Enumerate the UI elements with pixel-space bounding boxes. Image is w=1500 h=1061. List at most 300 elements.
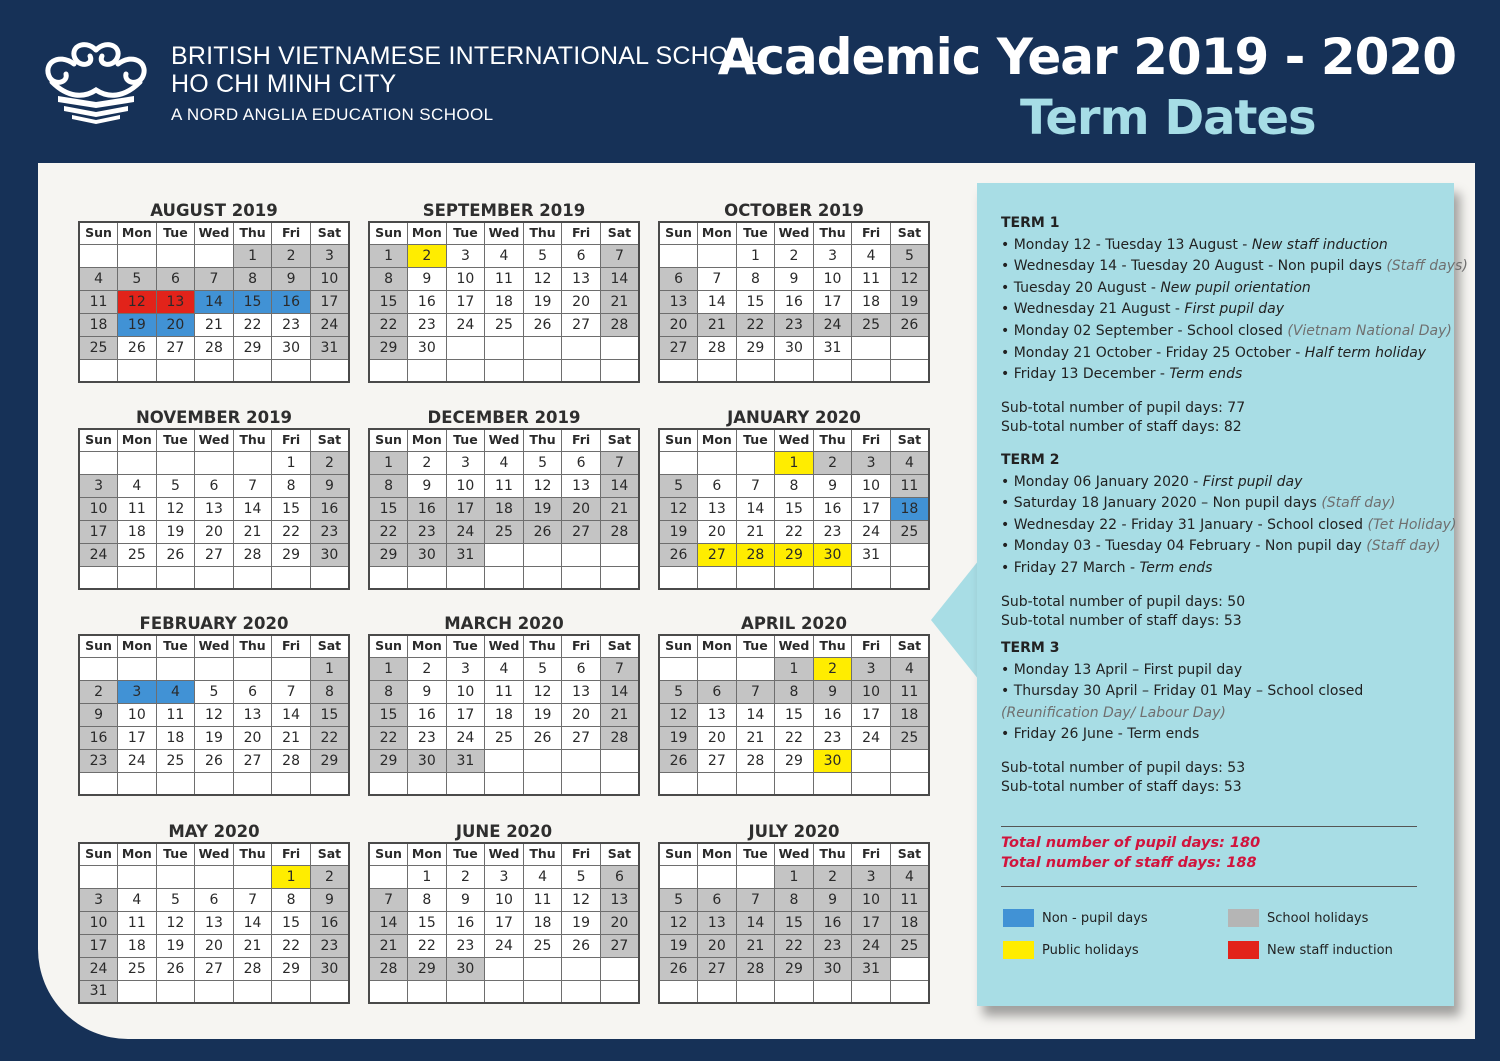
empty-cell [698, 657, 737, 680]
date-cell: 6 [233, 680, 272, 703]
empty-cell [485, 980, 524, 1003]
empty-cell [659, 865, 698, 888]
date-cell: 20 [698, 726, 737, 749]
month-table [78, 842, 350, 1004]
page-title: Academic Year 2019 - 2020 [717, 28, 1456, 86]
date-cell: 13 [233, 703, 272, 726]
date-cell: 30 [813, 749, 852, 772]
date-cell: 19 [523, 290, 562, 313]
date-cell: 7 [272, 680, 311, 703]
date-cell: 15 [369, 290, 408, 313]
date-cell: 3 [118, 680, 157, 703]
date-cell: 1 [369, 657, 408, 680]
date-cell: 2 [813, 865, 852, 888]
day-header: Tue [156, 635, 195, 657]
day-header: Sun [79, 222, 118, 244]
empty-cell [118, 865, 157, 888]
day-header: Mon [118, 635, 157, 657]
school-crest-logo [38, 38, 154, 124]
month-title: MARCH 2020 [444, 614, 564, 633]
empty-cell [523, 957, 562, 980]
date-cell: 23 [310, 934, 349, 957]
date-cell: 16 [775, 290, 814, 313]
empty-cell [562, 749, 601, 772]
date-cell: 20 [233, 726, 272, 749]
day-header: Fri [272, 635, 311, 657]
date-cell: 13 [659, 290, 698, 313]
legend-swatch-blue [1003, 909, 1034, 927]
date-cell: 6 [562, 657, 601, 680]
date-cell: 28 [233, 543, 272, 566]
empty-cell [698, 980, 737, 1003]
empty-cell [736, 566, 775, 589]
date-cell: 15 [775, 911, 814, 934]
date-cell: 5 [562, 865, 601, 888]
empty-cell [659, 772, 698, 795]
day-header: Sat [600, 429, 639, 451]
date-cell: 20 [156, 313, 195, 336]
date-cell: 1 [272, 865, 311, 888]
date-cell: 28 [600, 726, 639, 749]
date-cell: 10 [446, 680, 485, 703]
month-title: JUNE 2020 [455, 822, 553, 841]
month-table [658, 221, 930, 383]
date-cell: 4 [890, 451, 929, 474]
date-cell: 2 [310, 451, 349, 474]
day-header: Mon [698, 843, 737, 865]
empty-cell [698, 566, 737, 589]
date-cell: 27 [562, 520, 601, 543]
date-cell: 11 [79, 290, 118, 313]
date-cell: 17 [485, 911, 524, 934]
date-cell: 15 [369, 497, 408, 520]
date-cell: 11 [523, 888, 562, 911]
month-title: OCTOBER 2019 [724, 201, 864, 220]
month-title: SEPTEMBER 2019 [422, 201, 586, 220]
date-cell: 26 [659, 543, 698, 566]
term-1-section [1001, 213, 1468, 437]
date-cell: 30 [408, 543, 447, 566]
date-cell: 12 [659, 703, 698, 726]
day-header: Mon [408, 222, 447, 244]
empty-cell [523, 543, 562, 566]
empty-cell [118, 772, 157, 795]
date-cell: 23 [408, 726, 447, 749]
day-header: Tue [736, 635, 775, 657]
date-cell: 23 [272, 313, 311, 336]
date-cell: 23 [408, 313, 447, 336]
date-cell: 26 [562, 934, 601, 957]
day-header: Tue [446, 429, 485, 451]
empty-cell [523, 336, 562, 359]
day-header: Mon [698, 635, 737, 657]
date-cell: 30 [310, 543, 349, 566]
empty-cell [852, 772, 891, 795]
legend-label: New staff induction [1267, 942, 1393, 958]
date-cell: 21 [736, 520, 775, 543]
total-staff-days: Total number of staff days: 188 [1001, 855, 1257, 871]
date-cell: 2 [79, 680, 118, 703]
empty-cell [156, 451, 195, 474]
date-cell: 21 [195, 313, 234, 336]
date-cell: 2 [310, 865, 349, 888]
date-cell: 2 [446, 865, 485, 888]
date-cell: 18 [79, 313, 118, 336]
date-cell: 18 [485, 497, 524, 520]
date-cell: 15 [736, 290, 775, 313]
day-header: Sat [890, 222, 929, 244]
empty-cell [659, 244, 698, 267]
empty-cell [736, 772, 775, 795]
date-cell: 20 [562, 497, 601, 520]
day-header: Sun [79, 843, 118, 865]
date-cell: 5 [659, 680, 698, 703]
date-cell: 13 [195, 911, 234, 934]
day-header: Fri [562, 222, 601, 244]
empty-cell [698, 244, 737, 267]
empty-cell [698, 772, 737, 795]
empty-cell [195, 244, 234, 267]
date-cell: 4 [890, 657, 929, 680]
legend-new-staff [1228, 941, 1393, 959]
date-cell: 8 [310, 680, 349, 703]
day-header: Fri [272, 222, 311, 244]
date-cell: 11 [485, 680, 524, 703]
day-header: Sun [369, 635, 408, 657]
date-cell: 24 [813, 313, 852, 336]
date-cell: 21 [600, 497, 639, 520]
date-cell: 12 [890, 267, 929, 290]
date-cell: 5 [659, 888, 698, 911]
date-cell: 17 [446, 497, 485, 520]
empty-cell [195, 451, 234, 474]
date-cell: 20 [659, 313, 698, 336]
header [0, 0, 1500, 165]
date-cell: 4 [118, 474, 157, 497]
day-header: Thu [813, 635, 852, 657]
empty-cell [736, 865, 775, 888]
date-cell: 29 [369, 749, 408, 772]
term-event: • Friday 26 June - Term ends [1001, 726, 1200, 743]
day-header: Sat [310, 635, 349, 657]
empty-cell [736, 451, 775, 474]
month-table [78, 634, 350, 796]
date-cell: 18 [485, 290, 524, 313]
date-cell: 18 [890, 497, 929, 520]
school-city: HO CHI MINH CITY [171, 70, 397, 98]
day-header: Tue [736, 843, 775, 865]
day-header: Thu [523, 843, 562, 865]
empty-cell [600, 749, 639, 772]
date-cell: 25 [156, 749, 195, 772]
date-cell: 30 [408, 749, 447, 772]
date-cell: 7 [195, 267, 234, 290]
month-title: FEBRUARY 2020 [139, 614, 289, 633]
month-title: MAY 2020 [168, 822, 260, 841]
date-cell: 30 [272, 336, 311, 359]
date-cell: 8 [736, 267, 775, 290]
empty-cell [156, 566, 195, 589]
legend-swatch-yellow [1003, 941, 1034, 959]
empty-cell [890, 359, 929, 382]
date-cell: 25 [890, 520, 929, 543]
empty-cell [233, 772, 272, 795]
subtotal-staff-days: Sub-total number of staff days: 82 [1001, 418, 1242, 435]
day-header: Mon [118, 222, 157, 244]
date-cell: 25 [485, 313, 524, 336]
date-cell: 10 [79, 911, 118, 934]
date-cell: 14 [600, 474, 639, 497]
day-header: Sat [310, 429, 349, 451]
date-cell: 13 [195, 497, 234, 520]
empty-cell [79, 566, 118, 589]
day-header: Thu [233, 222, 272, 244]
term-subtotals [1001, 593, 1441, 631]
empty-cell [118, 244, 157, 267]
empty-cell [272, 566, 311, 589]
day-header: Tue [156, 843, 195, 865]
date-cell: 25 [485, 726, 524, 749]
term-info-panel [977, 183, 1468, 1006]
date-cell: 4 [852, 244, 891, 267]
month-title: AUGUST 2019 [150, 201, 278, 220]
day-header: Mon [118, 843, 157, 865]
date-cell: 12 [523, 267, 562, 290]
date-cell: 14 [233, 911, 272, 934]
date-cell: 24 [446, 726, 485, 749]
date-cell: 8 [369, 267, 408, 290]
legend-label: Non - pupil days [1042, 910, 1148, 926]
date-cell: 21 [698, 313, 737, 336]
date-cell: 10 [446, 267, 485, 290]
date-cell: 16 [408, 497, 447, 520]
date-cell: 4 [156, 680, 195, 703]
divider [1001, 886, 1417, 887]
empty-cell [600, 543, 639, 566]
date-cell: 11 [485, 267, 524, 290]
date-cell: 13 [156, 290, 195, 313]
day-header: Sat [600, 635, 639, 657]
date-cell: 27 [156, 336, 195, 359]
term-event: • Wednesday 14 - Tuesday 20 August - Non pupil days (Staff days) [1001, 258, 1468, 275]
date-cell: 26 [118, 336, 157, 359]
date-cell: 17 [446, 290, 485, 313]
empty-cell [562, 566, 601, 589]
empty-cell [446, 336, 485, 359]
legend-swatch-red [1228, 941, 1259, 959]
divider [1001, 826, 1417, 827]
day-header: Tue [446, 843, 485, 865]
day-header: Fri [852, 222, 891, 244]
date-cell: 19 [562, 911, 601, 934]
date-cell: 1 [369, 451, 408, 474]
date-cell: 18 [156, 726, 195, 749]
term-event: • Monday 13 April – First pupil day [1001, 661, 1243, 678]
date-cell: 25 [118, 543, 157, 566]
empty-cell [408, 980, 447, 1003]
empty-cell [233, 980, 272, 1003]
day-header: Wed [485, 222, 524, 244]
empty-cell [890, 957, 929, 980]
empty-cell [485, 772, 524, 795]
date-cell: 11 [890, 680, 929, 703]
date-cell: 4 [890, 865, 929, 888]
legend-label: Public holidays [1042, 942, 1139, 958]
date-cell: 11 [156, 703, 195, 726]
empty-cell [369, 980, 408, 1003]
date-cell: 10 [310, 267, 349, 290]
empty-cell [408, 359, 447, 382]
legend-school-holiday [1228, 909, 1368, 927]
term-event: • Saturday 18 January 2020 – Non pupil days (Staff day) [1001, 495, 1396, 512]
date-cell: 3 [79, 474, 118, 497]
day-header: Fri [852, 843, 891, 865]
empty-cell [485, 543, 524, 566]
date-cell: 20 [698, 934, 737, 957]
school-name: BRITISH VIETNAMESE INTERNATIONAL SCHOOL [171, 42, 763, 70]
empty-cell [485, 566, 524, 589]
empty-cell [890, 336, 929, 359]
date-cell: 24 [446, 313, 485, 336]
date-cell: 23 [813, 934, 852, 957]
empty-cell [890, 543, 929, 566]
date-cell: 7 [600, 451, 639, 474]
date-cell: 14 [195, 290, 234, 313]
legend-swatch-grey [1228, 909, 1259, 927]
date-cell: 24 [852, 520, 891, 543]
day-header: Thu [813, 222, 852, 244]
empty-cell [852, 980, 891, 1003]
date-cell: 10 [79, 497, 118, 520]
date-cell: 19 [659, 520, 698, 543]
date-cell: 2 [813, 451, 852, 474]
day-header: Thu [813, 429, 852, 451]
date-cell: 8 [233, 267, 272, 290]
date-cell: 30 [310, 957, 349, 980]
date-cell: 28 [698, 336, 737, 359]
date-cell: 8 [775, 680, 814, 703]
date-cell: 17 [852, 703, 891, 726]
empty-cell [890, 566, 929, 589]
date-cell: 22 [272, 520, 311, 543]
date-cell: 18 [890, 911, 929, 934]
date-cell: 3 [79, 888, 118, 911]
term-subtotals [1001, 399, 1441, 437]
empty-cell [659, 657, 698, 680]
date-cell: 14 [698, 290, 737, 313]
legend-public-holiday [1003, 941, 1139, 959]
empty-cell [79, 865, 118, 888]
date-cell: 23 [79, 749, 118, 772]
date-cell: 9 [310, 474, 349, 497]
empty-cell [890, 772, 929, 795]
date-cell: 12 [659, 497, 698, 520]
date-cell: 29 [775, 543, 814, 566]
date-cell: 22 [775, 520, 814, 543]
date-cell: 16 [446, 911, 485, 934]
empty-cell [698, 865, 737, 888]
term-event: (Reunification Day/ Labour Day) [1001, 704, 1226, 721]
date-cell: 22 [369, 520, 408, 543]
empty-cell [272, 657, 311, 680]
day-header: Mon [408, 843, 447, 865]
date-cell: 16 [272, 290, 311, 313]
day-header: Wed [485, 843, 524, 865]
date-cell: 7 [736, 680, 775, 703]
date-cell: 3 [446, 451, 485, 474]
empty-cell [310, 772, 349, 795]
day-header: Sun [369, 429, 408, 451]
term-event: • Tuesday 20 August - New pupil orientation [1001, 279, 1311, 296]
empty-cell [195, 772, 234, 795]
day-header: Tue [736, 429, 775, 451]
date-cell: 3 [852, 865, 891, 888]
date-cell: 31 [813, 336, 852, 359]
day-header: Thu [523, 635, 562, 657]
empty-cell [736, 980, 775, 1003]
date-cell: 26 [659, 957, 698, 980]
date-cell: 20 [600, 911, 639, 934]
term-event: • Monday 03 - Tuesday 04 February - Non pupil day (Staff day) [1001, 538, 1441, 555]
date-cell: 19 [523, 703, 562, 726]
date-cell: 7 [736, 474, 775, 497]
date-cell: 24 [118, 749, 157, 772]
empty-cell [775, 980, 814, 1003]
empty-cell [659, 359, 698, 382]
date-cell: 22 [310, 726, 349, 749]
term-heading: TERM 1 [1001, 215, 1060, 231]
date-cell: 13 [698, 703, 737, 726]
date-cell: 22 [272, 934, 311, 957]
date-cell: 29 [233, 336, 272, 359]
term-3-section [1001, 638, 1441, 797]
date-cell: 16 [79, 726, 118, 749]
empty-cell [659, 451, 698, 474]
day-header: Mon [698, 429, 737, 451]
empty-cell [600, 957, 639, 980]
date-cell: 25 [890, 934, 929, 957]
day-header: Sat [310, 843, 349, 865]
empty-cell [446, 566, 485, 589]
date-cell: 2 [408, 244, 447, 267]
empty-cell [310, 566, 349, 589]
date-cell: 8 [775, 888, 814, 911]
date-cell: 21 [736, 934, 775, 957]
day-header: Tue [156, 429, 195, 451]
date-cell: 11 [118, 497, 157, 520]
date-cell: 25 [118, 957, 157, 980]
date-cell: 24 [852, 934, 891, 957]
date-cell: 12 [659, 911, 698, 934]
empty-cell [195, 359, 234, 382]
date-cell: 5 [118, 267, 157, 290]
empty-cell [523, 772, 562, 795]
date-cell: 8 [775, 474, 814, 497]
day-header: Thu [233, 635, 272, 657]
date-cell: 27 [195, 543, 234, 566]
subtotal-pupil-days: Sub-total number of pupil days: 50 [1001, 593, 1246, 610]
empty-cell [775, 772, 814, 795]
date-cell: 27 [698, 749, 737, 772]
date-cell: 16 [813, 703, 852, 726]
date-cell: 9 [272, 267, 311, 290]
empty-cell [600, 566, 639, 589]
date-cell: 14 [233, 497, 272, 520]
day-header: Wed [775, 429, 814, 451]
empty-cell [890, 980, 929, 1003]
date-cell: 20 [562, 703, 601, 726]
date-cell: 31 [446, 543, 485, 566]
